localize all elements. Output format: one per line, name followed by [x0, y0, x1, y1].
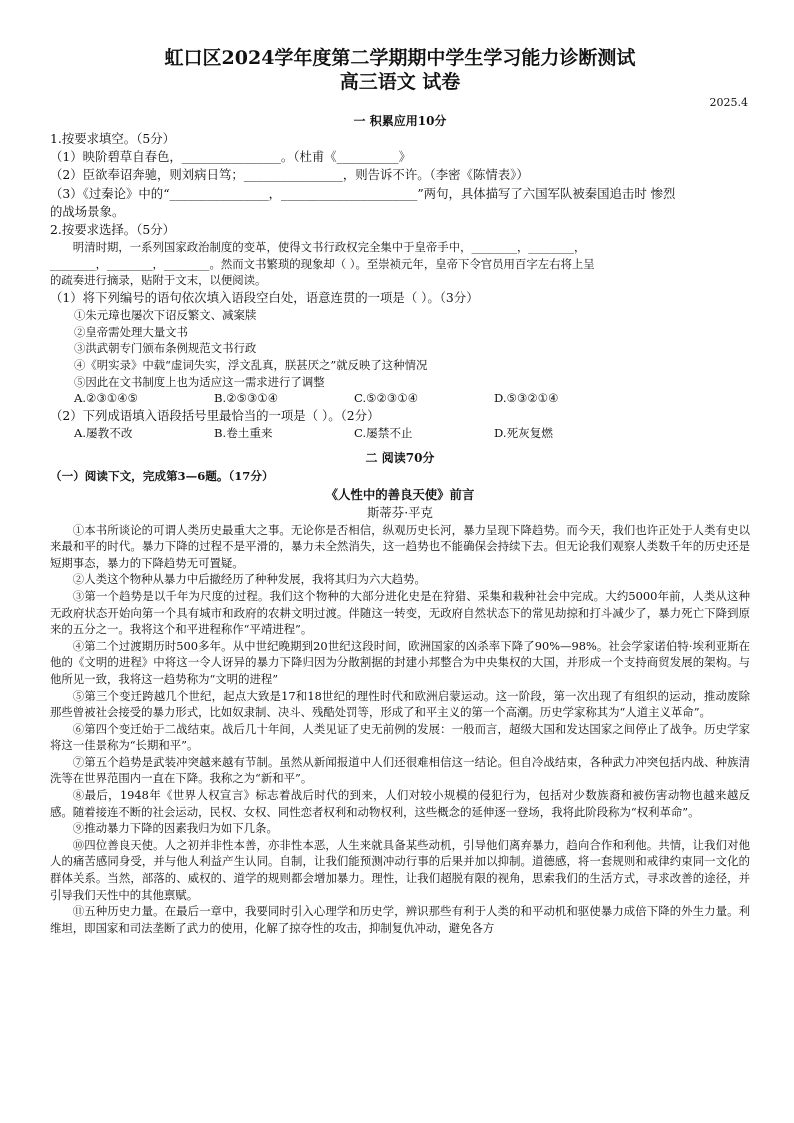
exam-date: 2025.4 — [709, 96, 748, 109]
q1-item: （2）臣欲奉诏奔驰，则刘病日笃；________________，则告诉不许。（李密《陈情表》） — [50, 167, 529, 183]
q2-option: ②皇帝需处理大量文书 — [74, 324, 188, 339]
q2-passage-line: ________，________，________。然而文书繁琐的现象却（ ）。至崇祯元年，皇帝下令官员用百字左右将上呈 — [50, 256, 595, 271]
q1-item: 的战场景象。 — [50, 203, 125, 219]
article-paragraph: ④第二个过渡期历时500多年。从中世纪晚期到20世纪这段时间，欧洲国家的凶杀率下降了90%—98%。社会学家诺伯特·埃利亚斯在他的《文明的进程》中将这一令人讶异的暴力下降归因为分散割据的封建小邦整合为中央集权的大国，并形成一个支持商贸发展的架构。与他所见一致，我将这一趋势称为“文明的进程” — [50, 638, 750, 686]
exam-page — [50, 46, 750, 936]
exam-title: 虹口区2024学年度第二学期期中学生学习能力诊断测试 — [164, 47, 636, 69]
article-author: 斯蒂芬·平克 — [367, 504, 433, 520]
q2-choices1 — [50, 390, 750, 407]
article-paragraph: ⑤第三个变迁跨越几个世纪，起点大致是17和18世纪的理性时代和欧洲启蒙运动。这一阶段，第一次出现了有组织的运动，推动废除那些曾被社会接受的暴力形式，比如奴隶制、决斗、残酷处罚等，形成了和平主义的第一个高潮。历史学家称其为“人道主义革命”。 — [50, 688, 750, 720]
q2-option: ③洪武朝专门颁布条例规范文书行政 — [74, 341, 257, 356]
article-paragraph: ⑦第五个趋势是武装冲突越来越有节制。虽然从新闻报道中人们还很难相信这一结论。但自冷战结束，各种武力冲突包括内战、种族清洗等在世界范围内一直在下降。我称之为“新和平”。 — [50, 754, 750, 786]
section2-heading: 二 阅读70分 — [365, 451, 435, 466]
q2-option: ④《明实录》中载“虚词失实，浮文乱真，朕甚厌之”就反映了这种情况 — [74, 357, 428, 372]
choice-d: D.⑤③②①④ — [494, 391, 559, 406]
q1-stem: 1.按要求填空。（5分） — [50, 131, 176, 146]
choice-d: D.死灰复燃 — [494, 426, 553, 441]
choice-a: A.②③①④⑤ — [74, 391, 139, 406]
choice-b: B.②⑤③①④ — [214, 391, 279, 406]
q1-item: （3）《过秦论》中的“________________，______________________”两句，具体描写了六国军队被秦国追击时 惨烈 — [50, 185, 676, 201]
choice-c: C.⑤②③①④ — [354, 391, 419, 406]
article-paragraph: ⑨推动暴力下降的因素我归为如下几条。 — [72, 821, 278, 836]
article-paragraph: ②人类这个物种从暴力中后撤经历了种种发展，我将其归为六大趋势。 — [72, 572, 426, 587]
choice-b: B.卷土重来 — [214, 426, 273, 441]
q2-sub1: （1）将下列编号的语句依次填入语段空白处，语意连贯的一项是（ ）。（3分） — [50, 290, 479, 305]
q2-passage-line: 的疏奏进行摘录，贴附于文末，以便阅读。 — [50, 273, 267, 288]
q2-option: ⑤因此在文书制度上也为适应这一需求进行了调整 — [74, 374, 325, 389]
choice-a: A.屡教不改 — [74, 426, 133, 441]
article-title: 《人性中的善良天使》前言 — [325, 486, 475, 502]
article-paragraph: ⑩四位善良天使。人之初并非性本善，亦非性本恶，人生来就具备某些动机，引导他们离弃暴力，趋向合作和利他。共情，让我们对他人的痛苦感同身受，并与他人利益产生认同。自制，让我们能预测冲动行事的后果并加以抑制。道德感，将一套规则和戒律约束同一文化的群体关系。当然，部落的、威权的、道学的规则都会增加暴力。理性，让我们超脱有限的视角，思索我们的生活方式，寻求改善的途径，并引导我们天性中的其他禀赋。 — [50, 837, 750, 902]
article-paragraph: ①本书所谈论的可谓人类历史最重大之事。无论你是否相信，纵观历史长河，暴力呈现下降趋势。而今天，我们也许正处于人类有史以来最和平的时代。暴力下降的过程不是平滑的，暴力未全然消失，这一趋势也不能确保会持续下去。但无论我们观察人类数千年的历史还是短期事态，暴力的下降趋势无可置疑。 — [50, 522, 750, 570]
article-paragraph: ⑪五种历史力量。在最后一章中，我要同时引入心理学和历史学，辨识那些有利于人类的和平动机和驱使暴力成倍下降的外生力量。利维坦，即国家和司法垄断了武力的使用，化解了掠夺性的攻击，抑制复仇冲动，避免各方 — [50, 904, 750, 935]
q2-passage-line: 明清时期，一系列国家政治制度的变革，使得文书行政权完全集中于皇帝手中，________，________， — [72, 240, 586, 255]
q2-choices2 — [50, 425, 750, 442]
q1-item: （1）映阶碧草自春色，________________。（杜甫《__________》 — [50, 149, 412, 165]
q2-sub2: （2）下列成语填入语段括号里最恰当的一项是（ ）。（2分） — [50, 408, 380, 424]
q2-stem: 2.按要求选择。（5分） — [50, 222, 176, 238]
article-paragraph: ⑥第四个变迁始于二战结束。战后几十年间，人类见证了史无前例的发展：一般而言，超级大国和发达国家之间停止了战争。历史学家将这一佳景称为“长期和平”。 — [50, 721, 750, 753]
article-paragraph: ⑧最后，1948年《世界人权宣言》标志着战后时代的到来，人们对较小规模的侵犯行为，包括对少数族裔和被伤害动物也越来越反感。随着接连不断的社会运动，民权、女权、同性恋者权利和动物权利，这些概念的延伸逐一登场，我将此阶段称为“权利革命”。 — [50, 788, 750, 819]
choice-c: C.屡禁不止 — [354, 426, 413, 441]
exam-subtitle: 高三语文 试卷 — [339, 71, 461, 93]
article-paragraph: ③第一个趋势是以千年为尺度的过程。我们这个物种的大部分进化史是在狩猎、采集和栽种社会中完成。大约5000年前，人类从这种无政府状态开始向第一个具有城市和政府的农耕文明过渡。伴随这一转变，无政府自然状态下的常见劫掠和打斗减少了，暴力死亡下降到原来的五分之一。我将这个和平进程称作“平靖进程”。 — [50, 588, 750, 637]
part1-instruction: （一）阅读下文，完成第3—6题。（17分） — [50, 469, 274, 484]
q2-option: ①朱元璋也屡次下诏反繁文、减案牍 — [74, 308, 257, 323]
section1-heading: 一 积累应用10分 — [353, 114, 447, 128]
